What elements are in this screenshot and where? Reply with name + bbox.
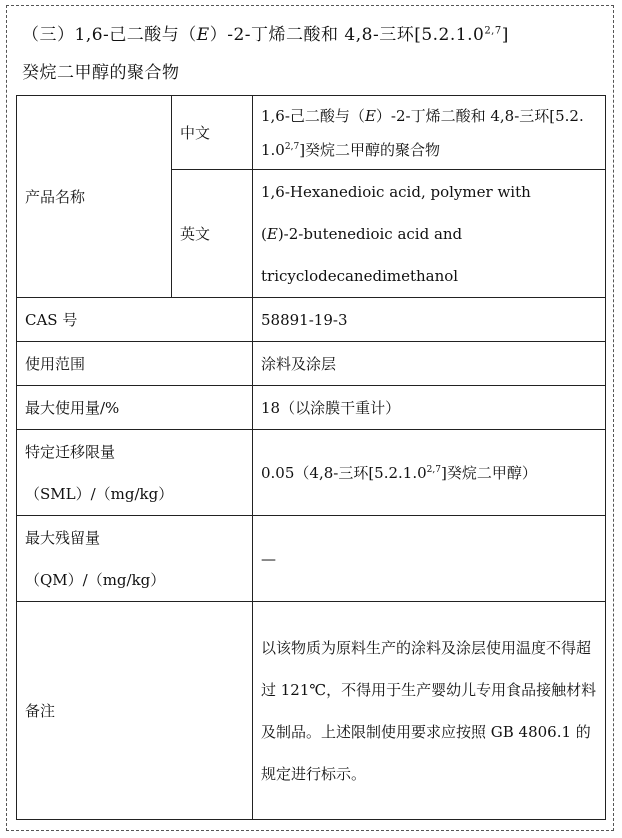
sml-value-post: ]癸烷二甲醇） bbox=[440, 463, 537, 482]
qm-value: — bbox=[253, 516, 606, 602]
substance-info-table bbox=[16, 95, 606, 820]
cn-part-1: 1,6-己二酸与（ bbox=[261, 106, 365, 125]
en-line-1: 1,6-Hexanedioic acid, polymer with bbox=[261, 182, 531, 201]
title-text-end: ] bbox=[501, 25, 509, 45]
title-text-cont: ）-2-丁烯二酸和 4,8-三环[5.2.1.0 bbox=[209, 25, 485, 45]
title-italic-e: E bbox=[196, 25, 210, 45]
title-line-1 bbox=[22, 16, 602, 54]
en-italic-e: E bbox=[266, 224, 278, 243]
max-use-label: 最大使用量/% bbox=[17, 386, 253, 430]
note-label: 备注 bbox=[17, 602, 253, 820]
sml-superscript: 2,7 bbox=[426, 464, 441, 475]
cn-superscript: 2,7 bbox=[284, 141, 300, 152]
cn-part-3: ]癸烷二甲醇的聚合物 bbox=[299, 140, 441, 159]
en-line-2: (E)-2-butenedioic acid and bbox=[261, 224, 463, 243]
title-text: （三）1,6-己二酸与（ bbox=[22, 25, 197, 45]
sml-label bbox=[17, 430, 253, 516]
title-superscript: 2,7 bbox=[484, 25, 502, 37]
sml-value bbox=[253, 430, 606, 516]
cas-label: CAS 号 bbox=[17, 298, 253, 342]
scope-value: 涂料及涂层 bbox=[253, 342, 606, 386]
max-use-value: 18（以涂膜干重计） bbox=[253, 386, 606, 430]
cn-part-2: ）-2-丁烯二酸和 4,8-三环[5.2.1.0 bbox=[261, 106, 584, 159]
scope-label: 使用范围 bbox=[17, 342, 253, 386]
cn-italic-e: E bbox=[364, 106, 376, 125]
sml-label-line-1: 特定迁移限量 bbox=[25, 442, 116, 461]
qm-label-line-2: （QM）/（mg/kg） bbox=[25, 570, 166, 589]
sml-value-pre: 0.05（4,8-三环[5.2.1.0 bbox=[261, 463, 427, 482]
english-label: 英文 bbox=[172, 170, 253, 298]
qm-label bbox=[17, 516, 253, 602]
note-value: 以该物质为原料生产的涂料及涂层使用温度不得超过 121℃，不得用于生产婴幼儿专用食品接触材料及制品。上述限制使用要求应按照 GB 4806.1 的规定进行标示。 bbox=[253, 602, 606, 820]
product-name-label: 产品名称 bbox=[17, 96, 172, 298]
cas-value: 58891-19-3 bbox=[253, 298, 606, 342]
title-line-2: 癸烷二甲醇的聚合物 bbox=[22, 63, 180, 83]
section-title bbox=[22, 16, 602, 92]
chinese-label: 中文 bbox=[172, 96, 253, 170]
en-line-3: tricyclodecanedimethanol bbox=[261, 266, 459, 285]
qm-label-line-1: 最大残留量 bbox=[25, 528, 101, 547]
en-line-2-rest: )-2-butenedioic acid and bbox=[277, 224, 463, 243]
english-name-value bbox=[253, 170, 606, 298]
sml-label-line-2: （SML）/（mg/kg） bbox=[25, 484, 174, 503]
chinese-name-value bbox=[253, 96, 606, 170]
